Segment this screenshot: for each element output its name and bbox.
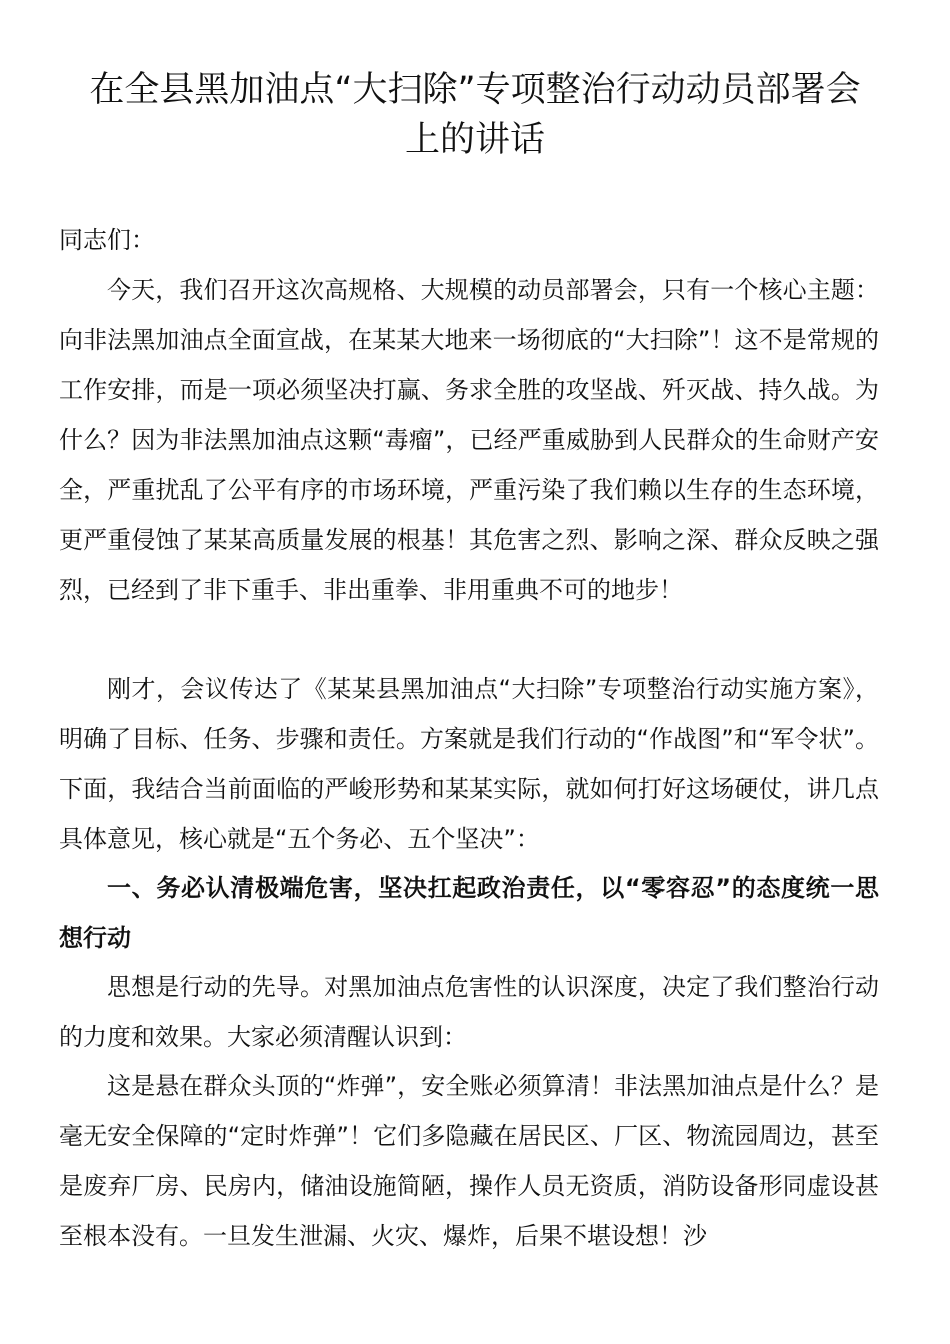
document-title-line-1: 在全县黑加油点“大扫除”专项整治行动动员部署会 <box>89 70 861 110</box>
section-heading-1: 一、务必认清极端危害，坚决扛起政治责任，以“零容忍”的态度统一思想行动 <box>59 874 879 952</box>
intro-paragraph-2: 刚才，会议传达了《某某县黑加油点“大扫除”专项整治行动实施方案》，明确了目标、任务、步骤和责任。方案就是我们行动的“作战图”和“军令状”。下面，我结合当前面临的严峻形势和某某实际，就如何打好这场硬仗，讲几点具体意见，核心就是“五个务必、五个坚决”： <box>59 675 879 853</box>
salutation: 同志们： <box>59 226 155 254</box>
intro-paragraph-1: 今天，我们召开这次高规格、大规模的动员部署会，只有一个核心主题：向非法黑加油点全面宣战，在某某大地来一场彻底的“大扫除”！这不是常规的工作安排，而是一项必须坚决打赢、务求全胜的攻坚战、歼灭战、持久战。为什么？因为非法黑加油点这颗“毒瘤”，已经严重威胁到人民群众的生命财产安全，严重扰乱了公平有序的市场环境，严重污染了我们赖以生存的生态环境，更严重侵蚀了某某高质量发展的根基！其危害之烈、影响之深、群众反映之强烈，已经到了非下重手、非出重拳、非用重典不可的地步！ <box>59 276 879 604</box>
section-paragraph-1: 思想是行动的先导。对黑加油点危害性的认识深度，决定了我们整治行动的力度和效果。大家必须清醒认识到： <box>59 973 879 1051</box>
document-title-line-2: 上的讲话 <box>404 120 545 160</box>
section-paragraph-2: 这是悬在群众头顶的“炸弹”，安全账必须算清！非法黑加油点是什么？是毫无安全保障的“定时炸弹”！它们多隐藏在居民区、厂区、物流园周边，甚至是废弃厂房、民房内，储油设施简陋，操作人员无资质，消防设备形同虚设甚至根本没有。一旦发生泄漏、火灾、爆炸，后果不堪设想！沙 <box>59 1072 879 1250</box>
